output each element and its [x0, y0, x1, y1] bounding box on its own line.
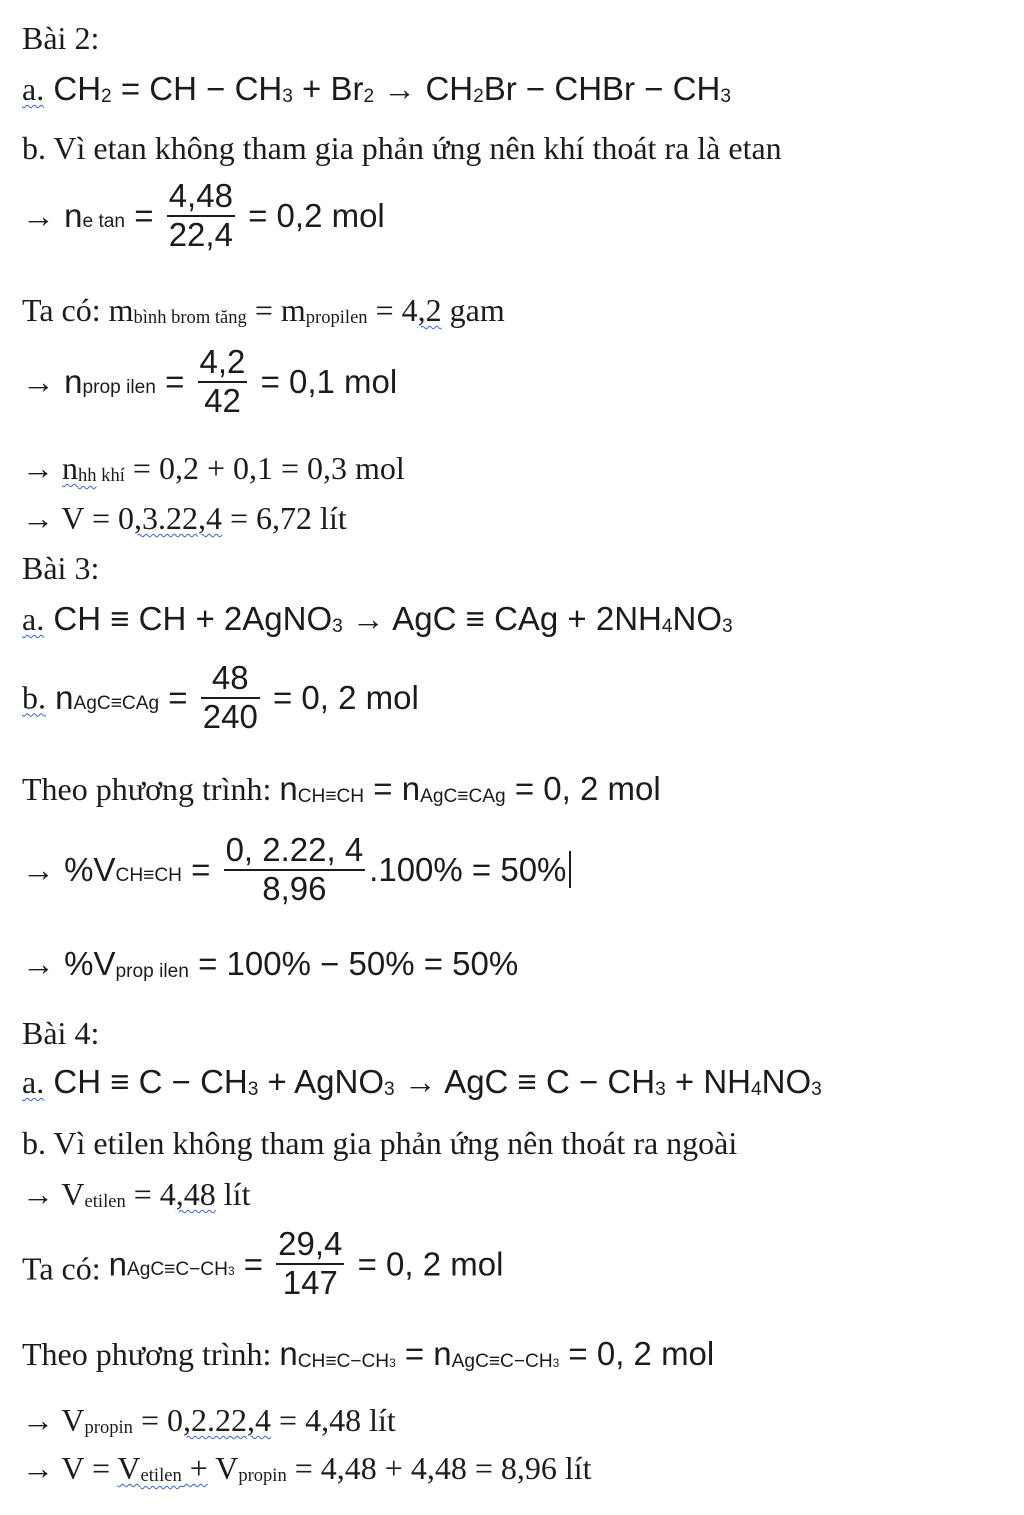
b2-volume-line: → V = 0,3.22,4 = 6,72 lít — [22, 500, 347, 536]
b3-a-equation: a. CH ≡ CH + 2AgNO$_3$ → AgC ≡ CAg + $2NH_4NO_3$ — [22, 600, 733, 638]
b2-n-propilen-fraction: $\frac{4,2}{42}$ — [199, 343, 246, 419]
b2-taco-line: Ta có: $m_{bình brom tăng} = m_{propilen} = 4,2$ gam — [22, 292, 505, 329]
b3-theo-line: Theo phương trình: $n_{CH\equiv CH} = n_{AgC\equiv CAg} = 0$, 2 mol — [22, 770, 661, 808]
b3-a-label: a. — [22, 601, 45, 637]
b4-theo-line: Theo phương trình: $n_{CH\equiv C-CH3} = n_{AgC\equiv C-CH3} = 0$, 2 mol — [22, 1335, 715, 1373]
b2-n-etan-line: → $n_{e tan}$ = $\frac{4,48}{22,4}$ = 0,2 mol — [22, 177, 385, 253]
b4-n-fraction: $\frac{29,4}{147}$ — [278, 1225, 343, 1301]
b2-nhh-line: → $n_{hh}$ $_{khí}$ = 0,2 + 0,1 = 0,3 mol — [22, 450, 405, 487]
b4-b-text: b. Vì etilen không tham gia phản ứng nên thoát ra ngoài — [22, 1125, 738, 1161]
b2-n-propilen-line: → $n_{prop ilen}$ = $\frac{4,2}{42}$ = 0,1 mol — [22, 343, 398, 419]
b2-b-text: b. Vì etan không tham gia phản ứng nên khí thoát ra là etan — [22, 130, 782, 166]
b3-b-line: b. $n_{AgC\equiv CAg}$ = $\frac{48}{240}$ = 0, 2 mol — [22, 659, 419, 735]
b4-taco-line: Ta có: $n_{AgC\equiv C-CH3}$ = $\frac{29,4}{147}$ = 0, 2 mol — [22, 1225, 504, 1301]
b4-a-label: a. — [22, 1064, 45, 1100]
b3-percent-propilen-line: → $\%V_{prop ilen} = 100\% - 50\% = 50\%$ — [22, 945, 519, 983]
b2-title: Bài 2: — [22, 20, 100, 56]
b2-a-label: a. — [22, 71, 45, 107]
b2-a-equation: a. $CH_2$ = CH − $CH_3 + Br_2 \to CH_2Br$ − CHBr − $CH_3$ — [22, 70, 731, 108]
b4-v-total-line: → $V = V_{etilen} + V_{propin} = 4,48 + 4,48 = 8,96$ lít — [22, 1450, 592, 1487]
b3-percent-v-fraction: $\frac{0, 2.22, 4}{8,96}$ — [225, 831, 364, 907]
b4-v-etilen-line: → $V_{etilen} = 4,48$ lít — [22, 1176, 251, 1213]
b3-b-label: b. — [22, 679, 46, 716]
b3-n-fraction: $\frac{48}{240}$ — [202, 659, 258, 735]
b2-n-etan-fraction: $\frac{4,48}{22,4}$ — [168, 177, 233, 253]
b4-title: Bài 4: — [22, 1015, 100, 1051]
text-cursor — [569, 851, 571, 888]
b4-v-propin-line: → $V_{propin} = 0,2.22,4 = 4,48$ lít — [22, 1402, 396, 1439]
b3-title: Bài 3: — [22, 550, 100, 586]
b3-percent-v-line: → $\%V_{CH\equiv CH}$ = $\frac{0, 2.22, 4}{8,96}$ .100% = 50% — [22, 832, 571, 908]
b4-a-equation: a. CH ≡ $C - CH_3$ + AgNO$_3$ → AgC ≡ $C - CH_3 + NH_4NO_3$ — [22, 1063, 822, 1101]
